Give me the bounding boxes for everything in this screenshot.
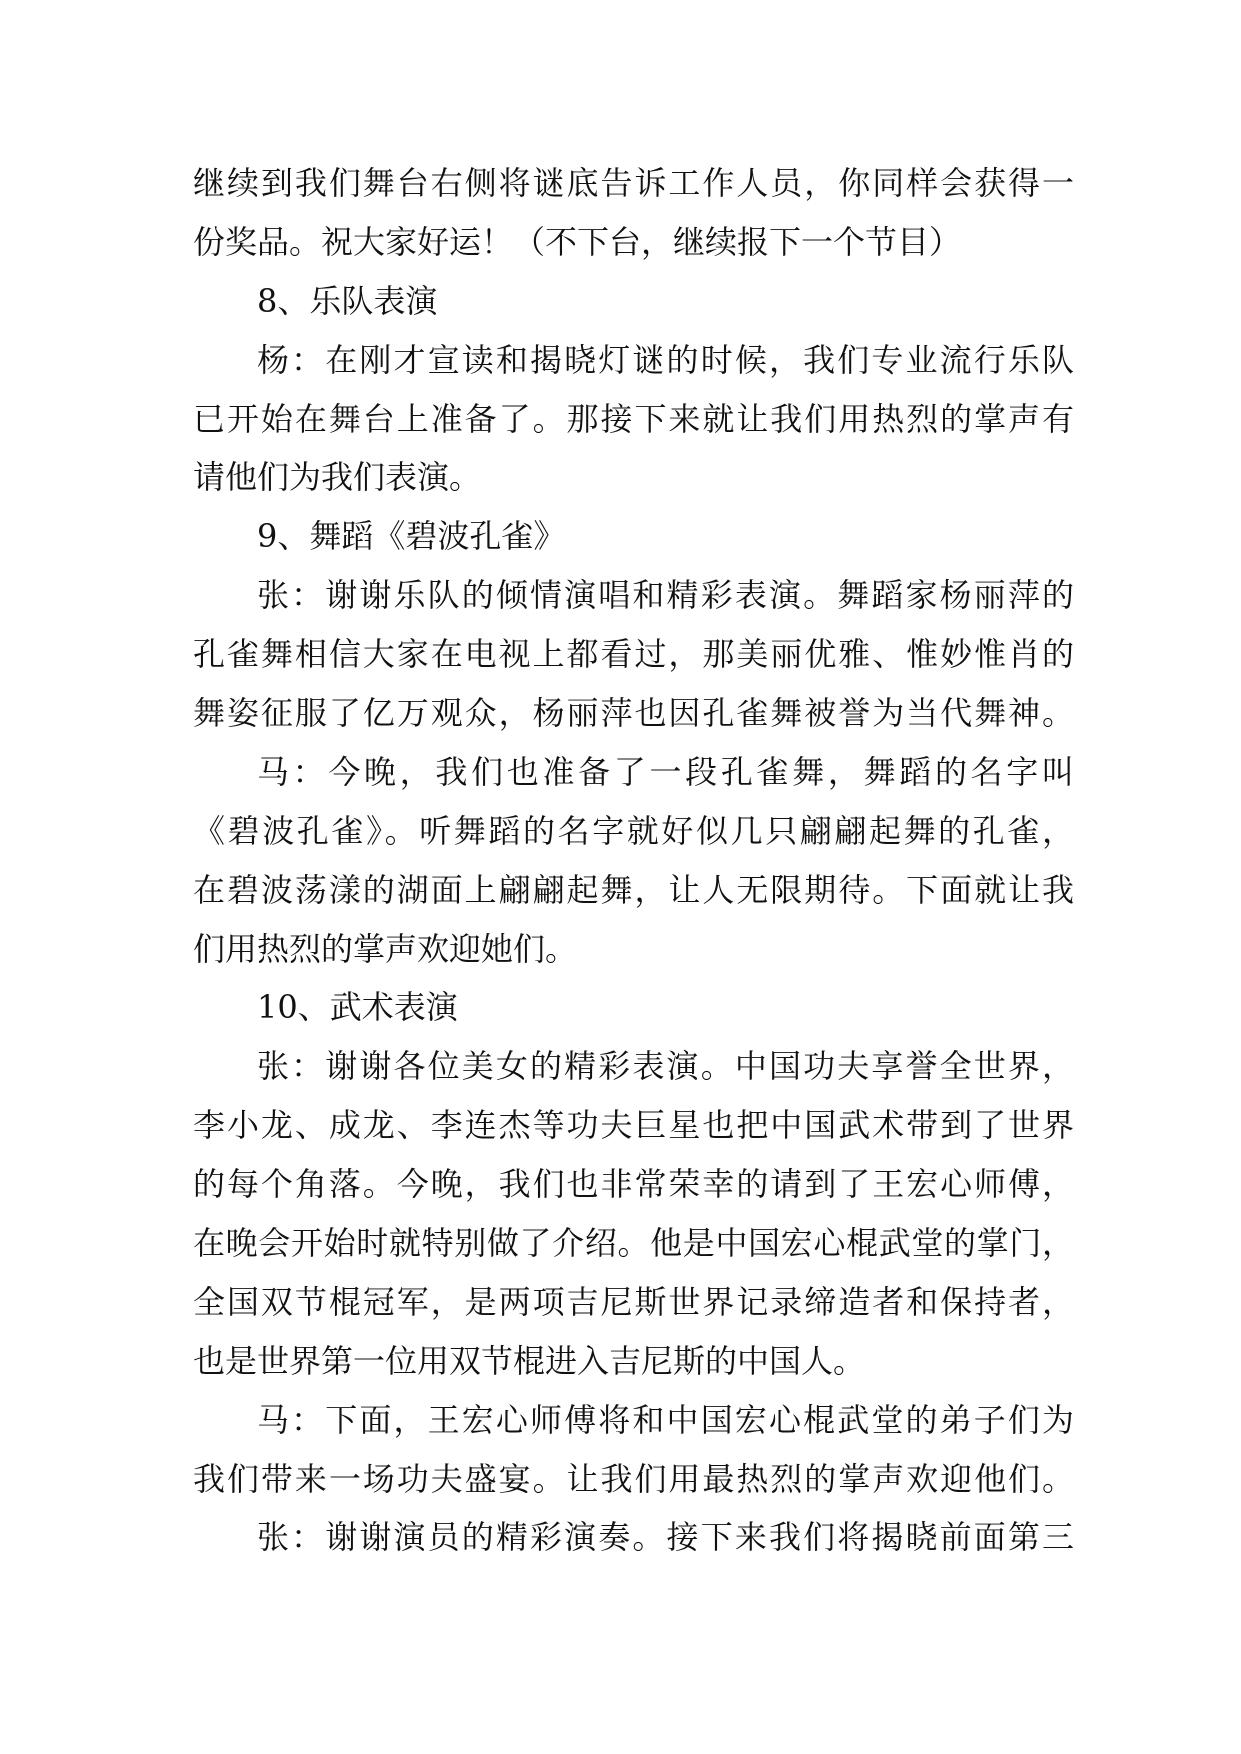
paragraph xyxy=(193,743,1074,979)
text-line: 马：下面，王宏心师傅将和中国宏心棍武堂的弟子们为 xyxy=(257,1400,1074,1439)
text-line: 们用热烈的掌声欢迎她们。 xyxy=(193,929,578,968)
paragraph xyxy=(193,331,1074,508)
paragraph xyxy=(193,1037,1074,1390)
paragraph xyxy=(193,1391,1074,1509)
text-line: 马：今晚，我们也准备了一段孔雀舞，舞蹈的名字叫 xyxy=(257,752,1074,791)
text-line: 在碧波荡漾的湖面上翩翩起舞，让人无限期待。下面就让我 xyxy=(193,870,1074,909)
document-page xyxy=(193,154,1074,1567)
section-heading: 9、舞蹈《碧波孔雀》 xyxy=(257,517,566,556)
text-line: 全国双节棍冠军，是两项吉尼斯世界记录缔造者和保持者， xyxy=(193,1282,1074,1321)
section-heading: 10、武术表演 xyxy=(257,988,458,1027)
text-line: 我们带来一场功夫盛宴。让我们用最热烈的掌声欢迎他们。 xyxy=(193,1459,1074,1498)
text-line: 在晚会开始时就特别做了介绍。他是中国宏心棍武堂的掌门， xyxy=(193,1224,1074,1263)
text-line: 张：谢谢各位美女的精彩表演。中国功夫享誉全世界， xyxy=(257,1047,1074,1086)
text-line: 请他们为我们表演。 xyxy=(193,458,482,497)
text-line: 张：谢谢乐队的倾情演唱和精彩表演。舞蹈家杨丽萍的 xyxy=(257,576,1074,615)
text-line: 孔雀舞相信大家在电视上都看过，那美丽优雅、惟妙惟肖的 xyxy=(193,635,1074,674)
section-heading: 8、乐队表演 xyxy=(257,281,438,320)
paragraph xyxy=(193,1508,1074,1567)
text-line: 杨：在刚才宣读和揭晓灯谜的时候，我们专业流行乐队 xyxy=(257,340,1074,379)
text-line: 已开始在舞台上准备了。那接下来就让我们用热烈的掌声有 xyxy=(193,399,1074,438)
text-line: 张：谢谢演员的精彩演奏。接下来我们将揭晓前面第三 xyxy=(257,1518,1074,1557)
text-line: 份奖品。祝大家好运！（不下台，继续报下一个节目） xyxy=(193,222,962,261)
text-line: 李小龙、成龙、李连杰等功夫巨星也把中国武术带到了世界 xyxy=(193,1106,1074,1145)
text-line: 继续到我们舞台右侧将谜底告诉工作人员，你同样会获得一 xyxy=(193,164,1074,202)
text-line: 也是世界第一位用双节棍进入吉尼斯的中国人。 xyxy=(193,1341,866,1380)
text-line: 的每个角落。今晚，我们也非常荣幸的请到了王宏心师傅， xyxy=(193,1165,1074,1204)
text-line: 《碧波孔雀》。听舞蹈的名字就好似几只翩翩起舞的孔雀， xyxy=(193,811,1074,850)
text-line: 舞姿征服了亿万观众，杨丽萍也因孔雀舞被誉为当代舞神。 xyxy=(193,694,1074,733)
paragraph xyxy=(193,154,1074,272)
paragraph xyxy=(193,566,1074,743)
